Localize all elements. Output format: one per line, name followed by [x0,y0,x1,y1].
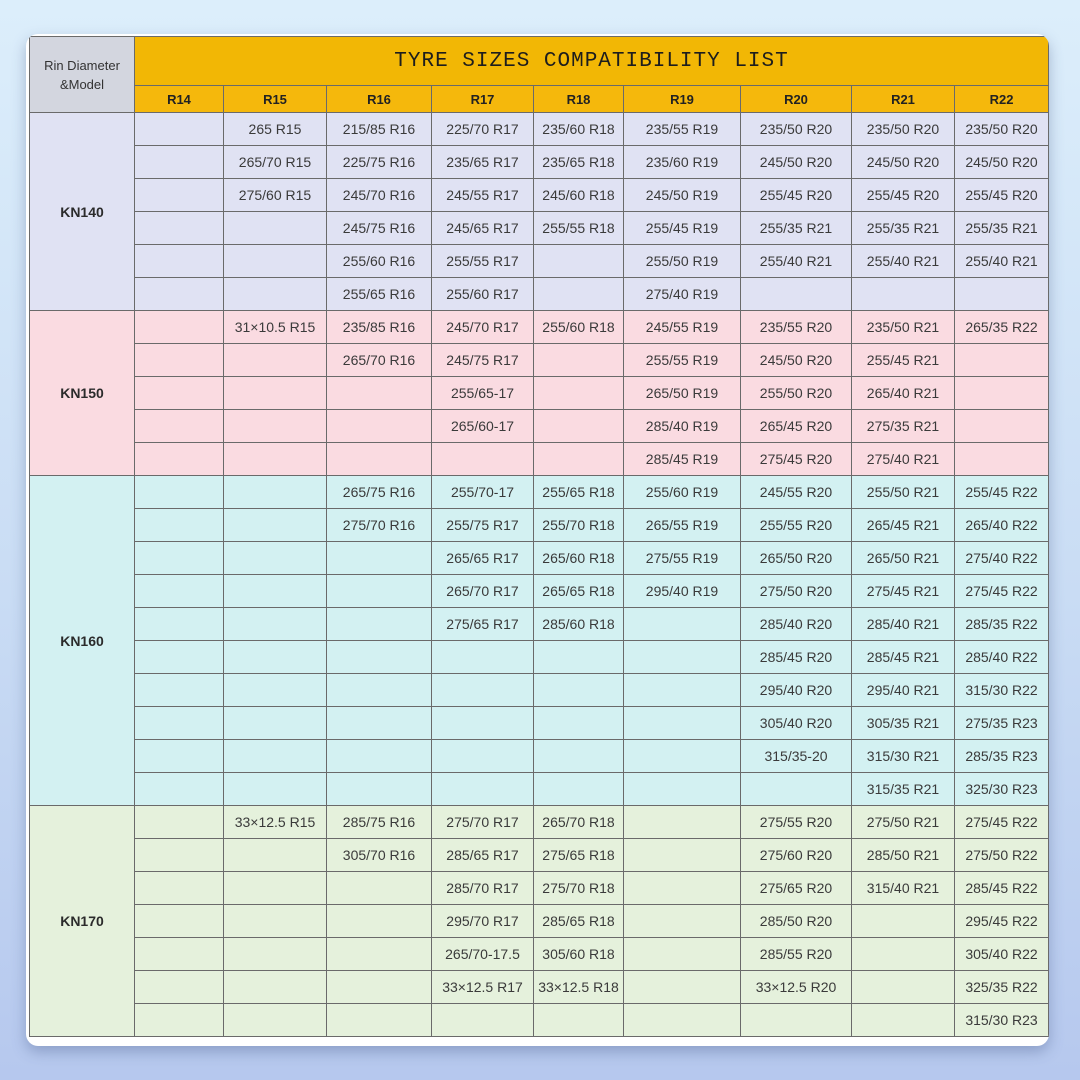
size-cell [432,443,534,476]
size-cell: 305/70 R16 [327,839,432,872]
size-cell [327,410,432,443]
table-row [30,641,1049,674]
size-cell [135,542,224,575]
size-cell [852,971,955,1004]
size-cell [432,641,534,674]
column-header: R14 [135,86,224,113]
size-cell: 265/75 R16 [327,476,432,509]
size-cell [135,146,224,179]
size-cell: 235/60 R18 [534,113,624,146]
size-cell: 275/40 R22 [955,542,1049,575]
table-row [30,773,1049,806]
size-cell: 315/35-20 [741,740,852,773]
size-cell [135,476,224,509]
size-cell: 255/40 R21 [741,245,852,278]
size-cell: 305/40 R20 [741,707,852,740]
size-cell: 315/30 R21 [852,740,955,773]
size-cell [327,707,432,740]
size-cell [224,344,327,377]
column-header: R22 [955,86,1049,113]
size-cell [224,575,327,608]
size-cell: 275/65 R20 [741,872,852,905]
size-cell [741,278,852,311]
tyre-compatibility-table [29,36,1049,1037]
size-cell: 275/45 R21 [852,575,955,608]
size-cell [327,443,432,476]
size-cell: 255/60 R17 [432,278,534,311]
size-cell [224,641,327,674]
size-cell [224,212,327,245]
column-header: R18 [534,86,624,113]
size-cell [327,674,432,707]
size-cell: 255/55 R19 [624,344,741,377]
size-cell: 235/50 R20 [852,113,955,146]
size-cell: 275/50 R22 [955,839,1049,872]
size-cell: 285/35 R22 [955,608,1049,641]
size-cell [432,707,534,740]
size-cell: 255/45 R21 [852,344,955,377]
size-cell: 285/45 R20 [741,641,852,674]
size-cell [135,575,224,608]
size-cell: 275/45 R20 [741,443,852,476]
size-cell: 285/40 R21 [852,608,955,641]
size-cell: 325/35 R22 [955,971,1049,1004]
size-cell: 255/40 R21 [852,245,955,278]
size-cell: 245/75 R17 [432,344,534,377]
corner-label [30,37,135,113]
size-cell [432,1004,534,1037]
size-cell [135,905,224,938]
size-cell: 245/75 R16 [327,212,432,245]
size-cell: 235/60 R19 [624,146,741,179]
size-cell: 275/50 R20 [741,575,852,608]
table-row [30,278,1049,311]
size-cell [624,707,741,740]
size-cell: 235/55 R19 [624,113,741,146]
size-cell: 255/65 R18 [534,476,624,509]
size-cell: 285/45 R22 [955,872,1049,905]
size-cell: 275/70 R17 [432,806,534,839]
table-row [30,806,1049,839]
size-cell [534,278,624,311]
size-cell [224,971,327,1004]
size-cell [327,773,432,806]
table-row [30,839,1049,872]
size-cell [224,1004,327,1037]
size-cell: 265/50 R21 [852,542,955,575]
size-cell: 33×12.5 R17 [432,971,534,1004]
size-cell [224,773,327,806]
size-cell [624,674,741,707]
size-cell: 255/45 R20 [852,179,955,212]
size-cell [135,872,224,905]
size-cell: 285/65 R18 [534,905,624,938]
size-cell: 235/85 R16 [327,311,432,344]
size-cell: 255/65 R16 [327,278,432,311]
size-cell: 265/70 R16 [327,344,432,377]
size-cell: 255/55 R20 [741,509,852,542]
size-cell: 255/40 R21 [955,245,1049,278]
size-cell: 275/45 R22 [955,806,1049,839]
size-cell [135,377,224,410]
size-cell: 295/40 R21 [852,674,955,707]
size-cell: 285/45 R21 [852,641,955,674]
size-cell: 275/45 R22 [955,575,1049,608]
table-row [30,476,1049,509]
size-cell: 235/50 R21 [852,311,955,344]
size-cell: 245/50 R20 [741,146,852,179]
size-cell [224,245,327,278]
size-cell [534,773,624,806]
table-row [30,344,1049,377]
size-cell: 265/60 R18 [534,542,624,575]
size-cell: 265/40 R22 [955,509,1049,542]
size-cell: 265/70 R18 [534,806,624,839]
size-cell [224,674,327,707]
size-cell [135,707,224,740]
table-row [30,674,1049,707]
column-header: R17 [432,86,534,113]
size-cell [224,443,327,476]
size-cell [534,245,624,278]
size-cell: 265/65 R18 [534,575,624,608]
size-cell [624,938,741,971]
size-cell: 255/50 R20 [741,377,852,410]
size-cell: 265/45 R21 [852,509,955,542]
size-cell [741,773,852,806]
size-cell: 275/40 R21 [852,443,955,476]
size-cell: 295/40 R19 [624,575,741,608]
size-cell [327,641,432,674]
size-cell [327,740,432,773]
size-cell: 315/35 R21 [852,773,955,806]
size-cell: 315/30 R22 [955,674,1049,707]
size-cell [135,641,224,674]
size-cell: 305/40 R22 [955,938,1049,971]
size-cell: 295/70 R17 [432,905,534,938]
size-cell: 245/50 R20 [741,344,852,377]
size-cell [624,1004,741,1037]
size-cell [224,377,327,410]
size-cell [955,278,1049,311]
size-cell: 285/70 R17 [432,872,534,905]
size-cell [135,410,224,443]
size-cell: 225/75 R16 [327,146,432,179]
table-row [30,410,1049,443]
size-cell: 255/35 R21 [852,212,955,245]
table-row [30,905,1049,938]
size-cell [327,872,432,905]
size-cell [327,542,432,575]
size-cell [224,509,327,542]
column-header: R21 [852,86,955,113]
table-row [30,707,1049,740]
size-cell: 255/50 R19 [624,245,741,278]
size-cell: 285/40 R22 [955,641,1049,674]
size-cell: 255/65-17 [432,377,534,410]
size-cell: 255/75 R17 [432,509,534,542]
size-cell: 33×12.5 R15 [224,806,327,839]
size-cell: 305/35 R21 [852,707,955,740]
size-cell: 275/40 R19 [624,278,741,311]
size-cell: 265/70 R15 [224,146,327,179]
size-cell: 265/65 R17 [432,542,534,575]
size-cell: 265/70-17.5 [432,938,534,971]
size-cell: 315/40 R21 [852,872,955,905]
size-cell: 255/60 R19 [624,476,741,509]
size-cell: 285/75 R16 [327,806,432,839]
size-cell [432,674,534,707]
size-cell: 245/55 R19 [624,311,741,344]
table-title: TYRE SIZES COMPATIBILITY LIST [135,37,1049,86]
size-cell [224,542,327,575]
size-cell [135,971,224,1004]
size-cell [135,443,224,476]
size-cell [135,509,224,542]
size-cell [327,608,432,641]
size-cell: 295/40 R20 [741,674,852,707]
size-cell: 275/70 R16 [327,509,432,542]
size-cell: 265/50 R19 [624,377,741,410]
size-cell [624,773,741,806]
size-cell [135,740,224,773]
size-cell: 255/45 R22 [955,476,1049,509]
table-row [30,146,1049,179]
size-cell: 265/35 R22 [955,311,1049,344]
size-cell: 285/40 R19 [624,410,741,443]
size-cell: 255/70 R18 [534,509,624,542]
size-cell [135,245,224,278]
size-cell: 255/60 R16 [327,245,432,278]
table-row [30,443,1049,476]
table-row [30,740,1049,773]
size-cell: 235/50 R20 [741,113,852,146]
table-row [30,575,1049,608]
size-cell [224,839,327,872]
size-cell [327,575,432,608]
size-cell [327,1004,432,1037]
table-row [30,608,1049,641]
size-cell: 325/30 R23 [955,773,1049,806]
size-cell [135,179,224,212]
column-header: R15 [224,86,327,113]
compatibility-card [26,34,1049,1046]
size-cell [534,674,624,707]
size-cell [955,410,1049,443]
model-label: KN170 [30,806,135,1037]
size-cell [224,938,327,971]
size-cell [224,608,327,641]
size-cell: 275/50 R21 [852,806,955,839]
size-cell: 245/55 R17 [432,179,534,212]
size-cell [624,839,741,872]
corner-label-line1: Rin Diameter [44,57,120,73]
size-cell: 285/35 R23 [955,740,1049,773]
size-cell: 255/60 R18 [534,311,624,344]
table-row [30,377,1049,410]
column-header: R19 [624,86,741,113]
size-cell [534,377,624,410]
size-cell: 275/65 R17 [432,608,534,641]
size-cell: 235/50 R20 [955,113,1049,146]
size-cell [955,377,1049,410]
size-cell: 265/45 R20 [741,410,852,443]
size-cell: 33×12.5 R18 [534,971,624,1004]
model-label: KN140 [30,113,135,311]
table-row [30,1004,1049,1037]
size-cell: 245/60 R18 [534,179,624,212]
size-cell [432,740,534,773]
size-cell: 245/70 R16 [327,179,432,212]
size-cell: 245/50 R20 [852,146,955,179]
size-cell: 225/70 R17 [432,113,534,146]
size-cell [327,377,432,410]
size-cell [852,905,955,938]
size-cell [852,278,955,311]
size-cell: 255/55 R17 [432,245,534,278]
size-cell: 265 R15 [224,113,327,146]
size-cell: 255/45 R20 [955,179,1049,212]
size-cell [534,443,624,476]
size-cell [224,872,327,905]
size-cell [135,806,224,839]
size-cell [624,608,741,641]
size-cell [135,113,224,146]
size-cell [135,311,224,344]
size-cell [135,278,224,311]
size-cell: 285/60 R18 [534,608,624,641]
size-cell: 275/60 R20 [741,839,852,872]
size-cell: 255/35 R21 [955,212,1049,245]
size-cell: 305/60 R18 [534,938,624,971]
table-row [30,509,1049,542]
size-cell: 255/55 R18 [534,212,624,245]
size-cell [852,938,955,971]
column-header: R20 [741,86,852,113]
table-row [30,245,1049,278]
size-cell: 265/55 R19 [624,509,741,542]
size-cell [534,641,624,674]
size-cell: 275/65 R18 [534,839,624,872]
size-cell: 255/45 R20 [741,179,852,212]
size-cell: 255/45 R19 [624,212,741,245]
size-cell [224,410,327,443]
table-row [30,971,1049,1004]
table-row [30,212,1049,245]
size-cell: 245/50 R19 [624,179,741,212]
size-cell: 285/50 R21 [852,839,955,872]
size-cell [534,1004,624,1037]
table-row [30,938,1049,971]
size-cell [624,872,741,905]
size-cell: 235/55 R20 [741,311,852,344]
size-cell [135,344,224,377]
size-cell [955,344,1049,377]
corner-label-line2: &Model [59,76,105,92]
size-cell: 245/55 R20 [741,476,852,509]
size-cell: 245/50 R20 [955,146,1049,179]
size-cell: 275/70 R18 [534,872,624,905]
size-cell [327,905,432,938]
model-label: KN150 [30,311,135,476]
size-cell: 265/50 R20 [741,542,852,575]
size-cell: 275/35 R23 [955,707,1049,740]
size-cell: 285/40 R20 [741,608,852,641]
size-cell: 245/70 R17 [432,311,534,344]
size-cell [135,1004,224,1037]
size-cell [955,443,1049,476]
size-cell [624,740,741,773]
size-cell: 255/50 R21 [852,476,955,509]
table-row [30,872,1049,905]
size-cell: 245/65 R17 [432,212,534,245]
size-cell: 265/70 R17 [432,575,534,608]
size-cell: 275/60 R15 [224,179,327,212]
size-cell: 265/40 R21 [852,377,955,410]
size-cell [852,1004,955,1037]
size-cell [624,905,741,938]
size-cell: 285/45 R19 [624,443,741,476]
table-row [30,542,1049,575]
size-cell [135,938,224,971]
size-cell [624,641,741,674]
size-cell [224,707,327,740]
size-cell: 255/35 R21 [741,212,852,245]
size-cell: 255/70-17 [432,476,534,509]
size-cell [135,674,224,707]
size-cell [327,971,432,1004]
size-cell [224,278,327,311]
size-cell: 315/30 R23 [955,1004,1049,1037]
size-cell [135,608,224,641]
size-cell [534,707,624,740]
size-cell: 285/50 R20 [741,905,852,938]
size-cell: 215/85 R16 [327,113,432,146]
size-cell: 33×12.5 R20 [741,971,852,1004]
table-row [30,311,1049,344]
size-cell: 275/55 R20 [741,806,852,839]
size-cell: 265/60-17 [432,410,534,443]
size-cell [534,740,624,773]
table-row [30,113,1049,146]
size-cell: 235/65 R17 [432,146,534,179]
size-cell [224,740,327,773]
model-label: KN160 [30,476,135,806]
size-cell: 31×10.5 R15 [224,311,327,344]
size-cell [534,410,624,443]
size-cell [135,839,224,872]
size-cell: 275/55 R19 [624,542,741,575]
size-cell: 295/45 R22 [955,905,1049,938]
size-cell: 285/65 R17 [432,839,534,872]
size-cell: 235/65 R18 [534,146,624,179]
size-cell [432,773,534,806]
size-cell [624,806,741,839]
column-header: R16 [327,86,432,113]
table-row [30,179,1049,212]
size-cell: 275/35 R21 [852,410,955,443]
size-cell [327,938,432,971]
size-cell: 285/55 R20 [741,938,852,971]
size-cell [741,1004,852,1037]
size-cell [224,476,327,509]
size-cell [624,971,741,1004]
size-cell [135,773,224,806]
size-cell [534,344,624,377]
size-cell [224,905,327,938]
size-cell [135,212,224,245]
